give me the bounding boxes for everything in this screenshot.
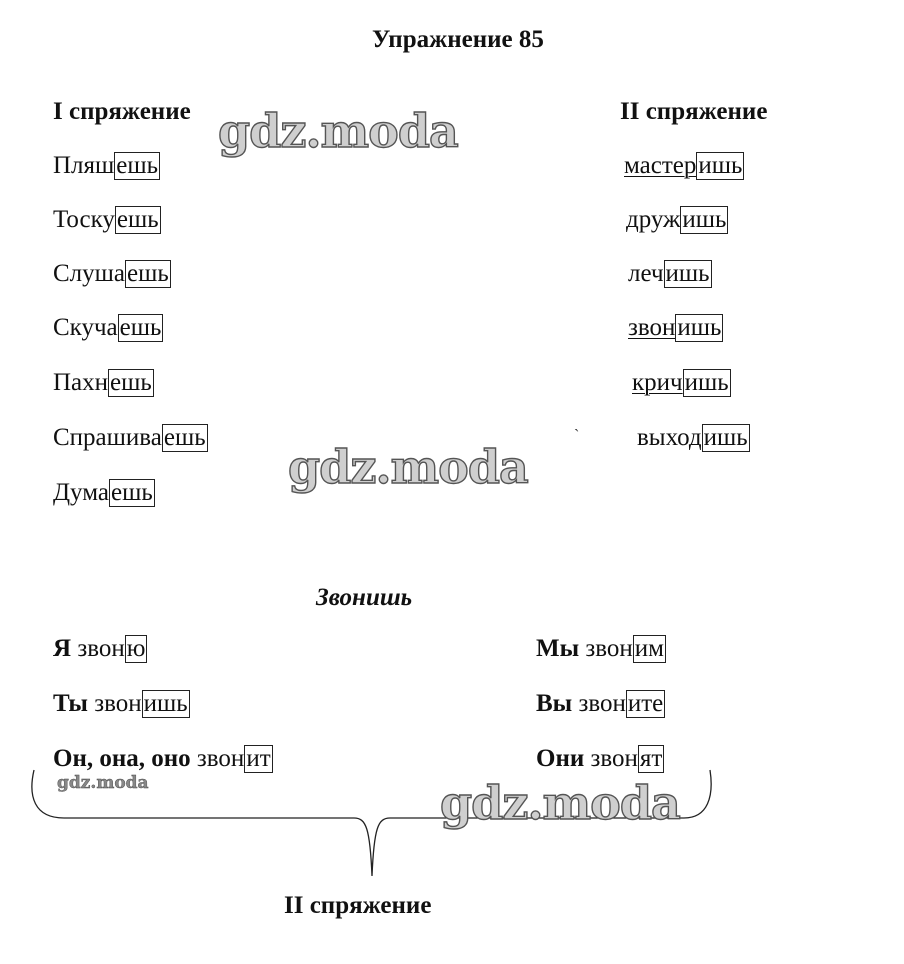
verb-stem: леч	[628, 260, 664, 287]
verb-item	[53, 479, 155, 507]
verb-ending-box: ешь	[116, 206, 159, 233]
verb-stem: Пахн	[53, 369, 109, 396]
verb-item	[53, 369, 154, 397]
verb-ending-box: ю	[126, 635, 146, 662]
watermark: gdz.moda	[440, 776, 680, 830]
verb-item	[624, 152, 744, 180]
verb-stem: звон	[77, 635, 125, 662]
pronoun: Я	[53, 635, 72, 662]
verb-ending-box: ите	[627, 690, 664, 717]
verb-stem: звон	[628, 314, 676, 341]
verb-ending-box: ишь	[703, 424, 748, 451]
pronoun: Вы	[536, 690, 573, 717]
verb-item	[53, 424, 208, 452]
pronoun: Мы	[536, 635, 580, 662]
verb-stem: звон	[196, 745, 245, 772]
verb-ending-box: ишь	[665, 260, 710, 287]
verb-ending-box: ишь	[684, 369, 729, 396]
verb-stem: звон	[590, 745, 638, 772]
verb-stem: Пляш	[53, 152, 115, 179]
verb-ending-box: ешь	[119, 314, 162, 341]
conjugation-title: Звонишь	[316, 584, 413, 611]
second-conjugation-header: II спряжение	[620, 98, 768, 125]
first-conjugation-header: I спряжение	[53, 98, 191, 125]
verb-stem: звон	[94, 690, 142, 717]
pronoun: Он, она, оно	[53, 745, 191, 772]
conjugation-form	[536, 635, 666, 663]
conjugation-form	[53, 635, 147, 663]
verb-stem: звон	[578, 690, 626, 717]
verb-stem: Слуша	[53, 260, 125, 287]
verb-ending-box: им	[634, 635, 664, 662]
watermark-small: gdz.moda	[57, 773, 149, 793]
verb-item	[628, 260, 712, 288]
verb-stem: крич	[632, 369, 683, 396]
verb-ending-box: ят	[639, 745, 663, 772]
verb-stem: Тоску	[53, 206, 115, 233]
verb-item	[53, 152, 160, 180]
verb-ending-box: ит	[246, 745, 271, 772]
verb-stem: Дума	[53, 479, 109, 506]
verb-stem: мастер	[624, 152, 697, 179]
verb-item	[626, 206, 728, 234]
pronoun: Они	[536, 745, 585, 772]
verb-ending-box: ешь	[110, 479, 153, 506]
verb-stem: друж	[626, 206, 681, 233]
verb-stem: звон	[585, 635, 633, 662]
conjugation-form	[536, 690, 665, 718]
verb-ending-box: ишь	[682, 206, 727, 233]
stray-mark: `	[574, 427, 580, 444]
verb-stem: выход	[637, 424, 702, 451]
verb-ending-box: ешь	[127, 260, 169, 287]
verb-item	[53, 260, 171, 288]
verb-item	[53, 206, 161, 234]
verb-ending-box: ешь	[110, 369, 152, 396]
verb-item	[628, 314, 723, 342]
verb-stem: Скуча	[53, 314, 118, 341]
verb-item	[632, 369, 731, 397]
verb-ending-box: ишь	[143, 690, 188, 717]
verb-ending-box: ешь	[116, 152, 159, 179]
footer-label: II спряжение	[284, 892, 432, 919]
verb-ending-box: ишь	[677, 314, 722, 341]
verb-item	[637, 424, 750, 452]
watermark: gdz.moda	[218, 104, 458, 158]
page-title: Упражнение 85	[372, 26, 544, 53]
verb-ending-box: ешь	[163, 424, 206, 451]
conjugation-form	[53, 690, 190, 718]
watermark: gdz.moda	[288, 440, 528, 494]
pronoun: Ты	[53, 690, 88, 717]
verb-stem: Спрашива	[53, 424, 162, 451]
verb-ending-box: ишь	[698, 152, 743, 179]
verb-item	[53, 314, 163, 342]
